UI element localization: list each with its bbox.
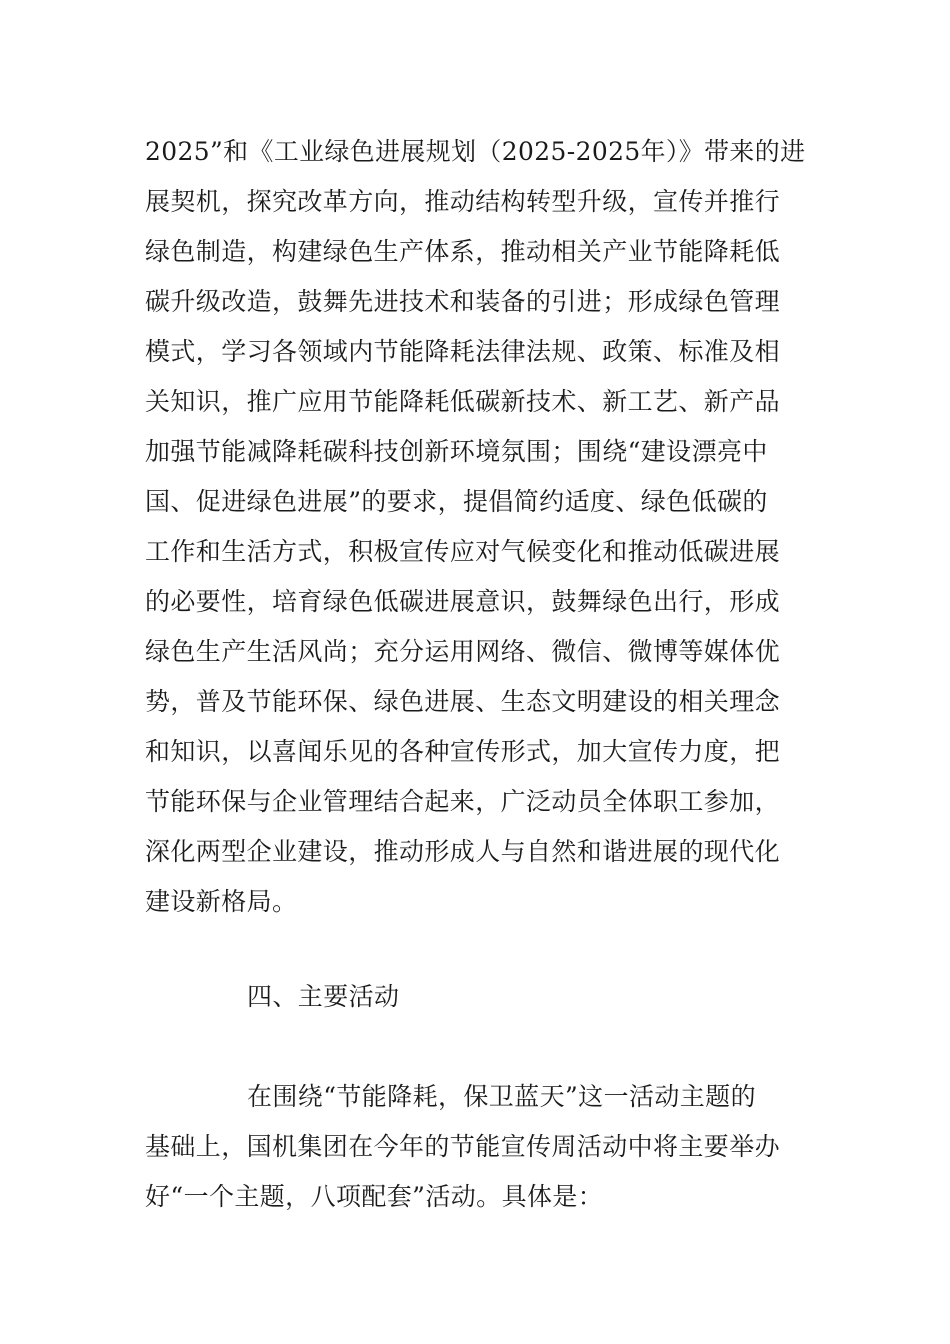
body-text-line: 势，普及节能环保、绿色进展、生态文明建设的相关理念	[145, 687, 781, 716]
body-text-line: 模式，学习各领域内节能降耗法律法规、政策、标准及相	[145, 337, 781, 366]
body-text-line: 展契机，探究改革方向，推动结构转型升级，宣传并推行	[145, 187, 781, 216]
body-text-line: 碳升级改造，鼓舞先进技术和装备的引进；形成绿色管理	[145, 287, 781, 316]
body-text-line: 建设新格局。	[145, 887, 298, 916]
section-heading: 四、主要活动	[247, 982, 400, 1011]
body-text-line: 2025”和《工业绿色进展规划（2025-2025年）》带来的进	[145, 137, 806, 166]
body-text-line: 在围绕“节能降耗，保卫蓝天”这一活动主题的	[247, 1082, 756, 1111]
body-text-line: 基础上，国机集团在今年的节能宣传周活动中将主要举办	[145, 1132, 781, 1161]
body-text-line: 节能环保与企业管理结合起来，广泛动员全体职工参加，	[145, 787, 781, 816]
body-text-line: 绿色制造，构建绿色生产体系，推动相关产业节能降耗低	[145, 237, 781, 266]
body-text-line: 和知识，以喜闻乐见的各种宣传形式，加大宣传力度，把	[145, 737, 781, 766]
body-text-line: 深化两型企业建设，推动形成人与自然和谐进展的现代化	[145, 837, 781, 866]
body-text-line: 绿色生产生活风尚；充分运用网络、微信、微博等媒体优	[145, 637, 781, 666]
body-text-line: 关知识，推广应用节能降耗低碳新技术、新工艺、新产品	[145, 387, 781, 416]
body-text-line: 工作和生活方式，积极宣传应对气候变化和推动低碳进展	[145, 537, 781, 566]
body-text-line: 国、促进绿色进展”的要求，提倡简约适度、绿色低碳的	[145, 487, 768, 516]
body-text-line: 好“一个主题，八项配套”活动。具体是：	[145, 1182, 604, 1211]
body-text-line: 加强节能减降耗碳科技创新环境氛围；围绕“建设漂亮中	[145, 437, 768, 466]
body-text-line: 的必要性，培育绿色低碳进展意识，鼓舞绿色出行，形成	[145, 587, 781, 616]
